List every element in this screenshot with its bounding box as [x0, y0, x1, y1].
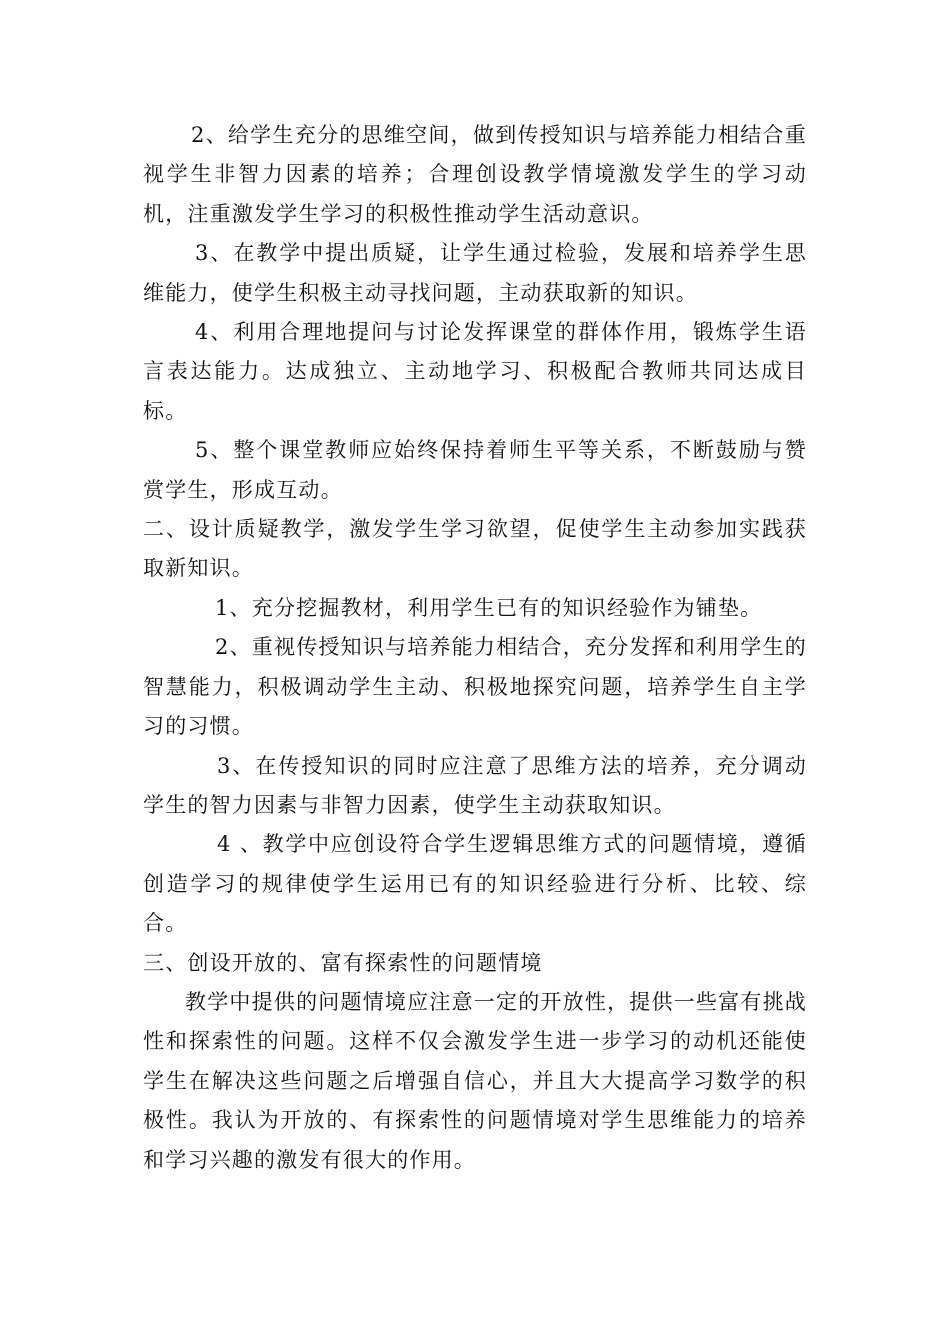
- paragraph-point-2: 2、给学生充分的思维空间，做到传授知识与培养能力相结合重视学生非智力因素的培养；合理创设教学情境激发学生的学习动机，注重激发学生学习的积极性推动学生活动意识。: [143, 123, 807, 226]
- paragraph-point-4: 4、利用合理地提问与讨论发挥课堂的群体作用，锻炼学生语言表达能力。达成独立、主动地学习、积极配合教师共同达成目标。: [143, 320, 807, 423]
- paragraph-subpoint-2: 2、重视传授知识与培养能力相结合，充分发挥和利用学生的智慧能力，积极调动学生主动、积极地探究问题，培养学生自主学习的习惯。: [143, 635, 807, 739]
- paragraph-subpoint-3: 3、在传授知识的同时应注意了思维方法的培养，充分调动学生的智力因素与非智力因素，使学生主动获取知识。: [143, 753, 807, 817]
- paragraph-section-3-body: 教学中提供的问题情境应注意一定的开放性，提供一些富有挑战性和探索性的问题。这样不仅会激发学生进一步学习的动机还能使学生在解决这些问题之后增强自信心，并且大大提高学习数学的积极性。我认为开放的、有探索性的问题情境对学生思维能力的培养和学习兴趣的激发有很大的作用。: [143, 989, 807, 1172]
- section-heading-3: 三、创设开放的、富有探索性的问题情境: [143, 950, 543, 975]
- document-body: [143, 116, 807, 1180]
- paragraph-subpoint-4: 4 、教学中应创设符合学生逻辑思维方式的问题情境，遵循创造学习的规律使学生运用已有的知识经验进行分析、比较、综合。: [143, 832, 807, 936]
- paragraph-point-3: 3、在教学中提出质疑，让学生通过检验，发展和培养学生思维能力，使学生积极主动寻找问题，主动获取新的知识。: [143, 241, 807, 305]
- section-heading-2: 二、设计质疑教学，激发学生学习欲望，促使学生主动参加实践获取新知识。: [143, 517, 807, 581]
- paragraph-subpoint-1: 1、充分挖掘教材，利用学生已有的知识经验作为铺垫。: [215, 595, 763, 620]
- paragraph-point-5: 5、整个课堂教师应始终保持着师生平等关系，不断鼓励与赞赏学生，形成互动。: [143, 438, 807, 502]
